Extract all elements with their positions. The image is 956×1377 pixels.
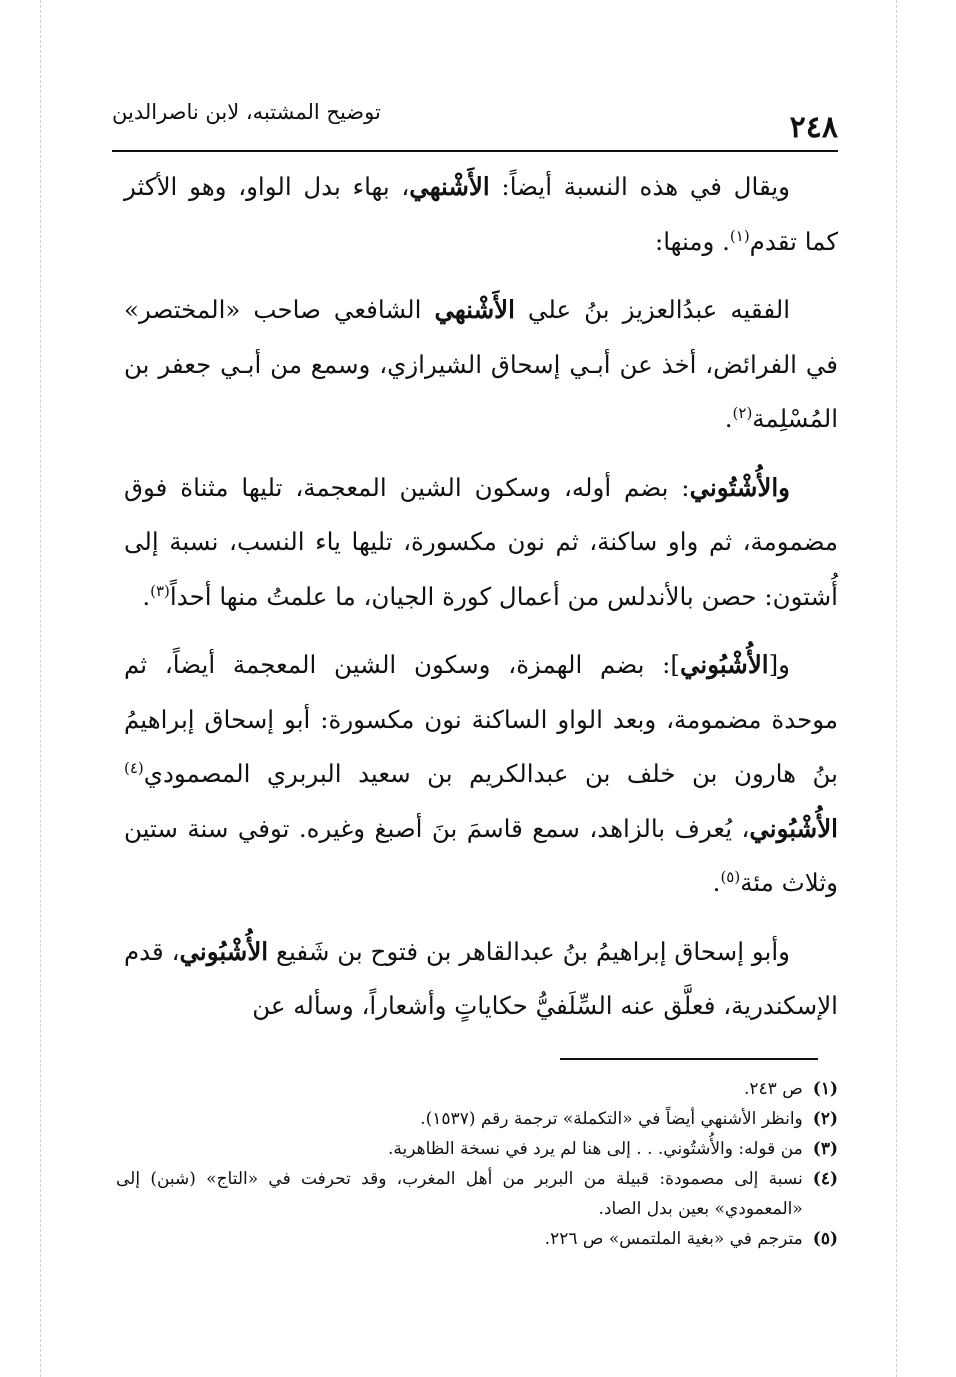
page-number: ٢٤٨ [789,110,838,145]
headword: الأُشْبُوني [749,813,838,843]
footnote-number: (١) [812,1079,838,1099]
footnote-text: ص ٢٤٣. [743,1079,803,1099]
footnote-ref: (١) [729,226,750,245]
paragraph-3 [124,461,838,625]
footnote-number: (٤) [812,1169,838,1189]
text-run: ويقال في هذه النسبة أيضاً: [489,172,790,201]
text-run: . ومنها: [654,226,730,256]
main-text [124,160,838,1048]
footnote-number: (٣) [812,1139,838,1159]
text-run: . [724,404,733,433]
text-run: و[ [768,650,790,679]
headword: الأَشْنهي [409,172,490,201]
margin-guide-right [896,0,897,1377]
footnotes [116,1074,838,1254]
text-run: . [142,581,151,611]
text-run: . [712,868,721,897]
paragraph-4 [124,638,838,911]
text-run: ، يُعرف بالزاهد، سمع قاسمَ بنَ أصبغ وغيره. توفي سنة ستين وثلاث مئة [124,813,838,897]
text-run: وأبو إسحاق إبراهيمُ بنُ عبدالقاهر بن فتوح بن شَفيع [268,936,790,966]
headword: والأُشْتُوني [689,472,790,502]
footnote-text: نسبة إلى مصمودة: قبيلة من البربر من أهل المغرب، وقد تحرفت في «التاج» (شبن) إلى «المعمودي» بعين بدل الصاد. [116,1169,803,1219]
text-run: ]: بضم الهمزة، وسكون الشين المعجمة أيضاً، ثم موحدة مضمومة، وبعد الواو الساكنة نون مكسورة: أبو إسحاق إبراهيمُ بنُ هارون بن خلف بن عبدالكريم بن سعيد البربري المصمودي [124,650,838,788]
footnote-item [116,1074,838,1104]
footnote-item [116,1134,838,1164]
footnote-ref: (٣) [150,581,170,600]
text-run: ، قدم الإسكندرية، فعلَّق عنه السِّلَفيُّ حكاياتٍ وأشعاراً، وسأله عن [124,936,838,1020]
footnote-text: مترجم في «بغية الملتمس» ص ٢٢٦. [544,1229,803,1249]
paragraph-5 [124,925,838,1034]
text-run: ، بهاء بدل الواو، وهو الأكثر كما تقدم [124,172,838,256]
footnote-text: من قوله: والأُشتُوني. . . إلى هنا لم يرد في نسخة الظاهرية. [388,1139,803,1159]
footnote-ref: (٥) [720,867,741,886]
margin-guide-left [40,0,41,1377]
paragraph-2 [124,283,838,447]
footnote-item [116,1104,838,1134]
footnote-ref: (٤) [124,758,144,777]
text-run: الشافعي صاحب «المختصر» في الفرائض، أخذ عن أبـي إسحاق الشيرازي، وسمع من أبـي جعفر بن المُسْلِمة [124,295,838,433]
text-run: الفقيه عبدُالعزيز بنُ علي [514,295,790,324]
headword: الأُشْبُوني [680,650,769,679]
paragraph-1 [124,160,838,269]
text-run: : بضم أوله، وسكون الشين المعجمة، تليها مثناة فوق مضمومة، ثم واو ساكنة، ثم نون مكسورة، تليها ياء النسب، نسبة إلى أُشتون: حصن بالأندلس من أعمال كورة الجيان، ما علمتُ منها أحداً [124,472,838,611]
footnote-ref: (٢) [732,403,753,422]
footnote-text: وانظر الأشنهي أيضاً في «التكملة» ترجمة رقم (١٥٣٧). [420,1109,803,1129]
footnote-number: (٥) [812,1229,838,1249]
running-title: توضيح المشتبه، لابن ناصرالدين [112,100,381,124]
footnote-separator [560,1058,818,1060]
page-header [112,96,838,152]
footnote-item [116,1224,838,1254]
headword: الأُشْبُوني [179,936,269,966]
footnote-item [116,1164,838,1224]
headword: الأَشْنهي [434,295,515,324]
footnote-number: (٢) [812,1109,838,1129]
